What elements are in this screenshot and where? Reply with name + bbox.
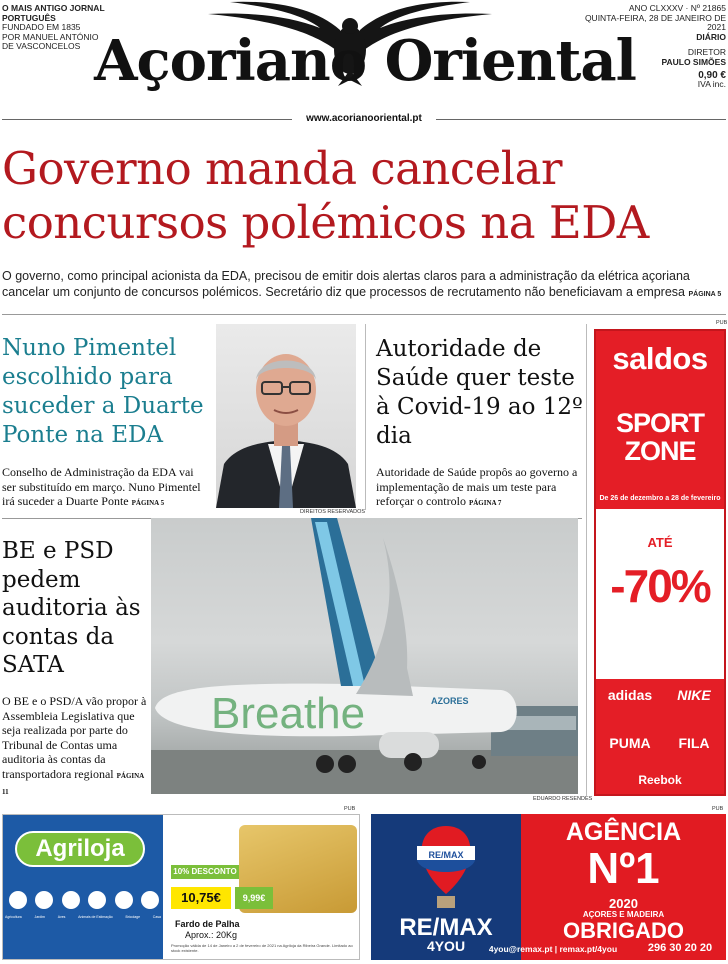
issue-date: QUINTA-FEIRA, 28 DE JANEIRO DE 2021 [584, 12, 726, 33]
sportzone-discount: -70% [610, 560, 710, 612]
masthead-founder-1: POR MANUEL ANTÓNIO [2, 31, 99, 42]
garden-icon [35, 891, 53, 909]
sportzone-saldos: saldos [612, 341, 708, 376]
sportzone-pub-label: PUB [716, 320, 728, 326]
issue-number: ANO CLXXXV · Nº 21865 [628, 3, 726, 13]
director-name: PAULO SIMÕES [661, 56, 726, 67]
airplane-photo [151, 518, 578, 794]
portrait-photo [216, 324, 356, 508]
story-sata-page-ref: PÁGINA 11 [2, 771, 144, 796]
remax-brand-sub: 4YOU [426, 938, 466, 954]
remax-agency-label: AGÊNCIA [565, 818, 682, 846]
brand-fila: FILA [678, 735, 710, 751]
story-eda-title: Nuno Pimentel escolhido para suceder a Duarte Ponte na EDA [2, 335, 204, 448]
main-headline [2, 142, 726, 250]
main-page-ref: PÁGINA 5 [688, 291, 722, 298]
agriloja-category-icons [9, 891, 159, 909]
agriloja-fineprint: Promoção válida de 14 de Janeiro a 2 de fevereiro de 2021 na Agriloja da Ribeira Grande. Limitado ao stock existente. [171, 943, 353, 953]
vat-note: IVA inc. [697, 79, 726, 90]
sportzone-brand-line2: ZONE [624, 436, 696, 466]
airplane-photo-credit: EDUARDO RESENDES [533, 796, 593, 802]
plane-brand-text: AZORES [431, 696, 469, 706]
airplane-illustration-icon [151, 518, 578, 794]
agriculture-icon [9, 891, 27, 909]
category-animais: Animais de Estimação [78, 915, 113, 919]
story-covid-body [376, 465, 586, 511]
agriloja-product: Fardo de Palha [175, 919, 240, 929]
remax-agency-rank: Nº1 [587, 844, 660, 893]
remax-contact[interactable]: 4you@remax.pt | remax.pt/4you [488, 944, 618, 954]
category-aves: Aves [57, 915, 66, 919]
remax-brand: RE/MAX [399, 914, 493, 941]
poultry-icon [62, 891, 80, 909]
brand-reebok: Reebok [638, 773, 682, 787]
brand-puma: PUMA [609, 735, 651, 751]
remax-balloon-text: RE/MAX [428, 850, 464, 860]
issue-frequency: DIÁRIO [696, 31, 726, 42]
portrait-illustration-icon [216, 324, 356, 508]
masthead-founder-2: DE VASCONCELOS [2, 41, 81, 52]
main-lead-text: O governo, como principal acionista da EDA, precisou de emitir dois alertas claros para a administração da elétrica açoriana cancelar um conjunto de concursos polémicos. Secretário diz que processos de recrutamento não beneficiavam a empresa [2, 269, 690, 299]
brand-adidas: adidas [607, 687, 653, 703]
home-icon [141, 891, 159, 909]
section-divider [2, 314, 726, 315]
cover-price: 0,90 € [698, 69, 726, 81]
agriloja-logo: Agriloja [15, 831, 145, 867]
sportzone-ad[interactable] [594, 329, 726, 796]
agriloja-pub-label: PUB [344, 806, 356, 812]
main-headline-line2: concursos polémicos na EDA [2, 196, 649, 249]
category-agricultura: Agricultura [5, 915, 22, 919]
story-sata-title: BE e PSD pedem auditoria às contas da SATA [2, 538, 141, 678]
agriloja-category-labels [5, 915, 161, 919]
tools-icon [115, 891, 133, 909]
remax-pub-label: PUB [712, 806, 724, 812]
sportzone-discount-prefix: ATÉ [647, 535, 673, 550]
agriloja-price: 10,75€ [171, 887, 231, 909]
masthead-founded: FUNDADO EM 1835 [2, 22, 81, 33]
main-headline-line1: Governo manda cancelar [2, 142, 562, 195]
category-jardim: Jardim [34, 915, 45, 919]
remax-region: AÇORES E MADEIRA [582, 910, 665, 919]
agriloja-discount-badge: 10% DESCONTO [171, 865, 239, 879]
director-label: DIRETOR [687, 47, 726, 58]
agriloja-card-price: 9,99€ [235, 887, 273, 909]
remax-thanks: OBRIGADO [563, 918, 684, 943]
column-divider [365, 324, 366, 510]
story-covid-page-ref: PÁGINA 7 [468, 499, 502, 507]
newspaper-title: Açoriano Oriental [94, 28, 636, 94]
portrait-credit: DIREITOS RESERVADOS [300, 509, 366, 515]
remax-phone[interactable]: 296 30 20 20 [647, 942, 713, 954]
ad-column-divider [586, 324, 587, 796]
masthead-tagline: O MAIS ANTIGO JORNAL PORTUGUÊS [2, 3, 105, 23]
story-eda-page-ref: PÁGINA 5 [131, 499, 165, 507]
category-casa: Casa [152, 915, 161, 919]
sportzone-dates: De 26 de dezembro a 28 de fevereiro [599, 495, 721, 502]
masthead-issue-info [576, 4, 726, 90]
pet-icon [88, 891, 106, 909]
category-bricolage: Bricolage [125, 915, 141, 919]
plane-livery-text: Breathe [211, 689, 366, 738]
agriloja-weight: Aprox.: 20Kg [185, 930, 238, 940]
story-covid-text: Autoridade de Saúde propôs ao governo a implementação de mais um teste para reforçar o controlo [376, 465, 578, 508]
remax-balloon-icon [411, 824, 481, 910]
story-eda-text: Conselho de Administração da EDA vai ser substituído em março. Nuno Pimentel irá suceder a Duarte Ponte [2, 465, 201, 508]
story-sata-text: O BE e o PSD/A vão propor à Assembleia Legislativa que seja realizada por parte do Tribunal de Contas uma auditoria às contas da transportadora regional [2, 694, 147, 781]
story-covid-title: Autoridade de Saúde quer teste à Covid-19 ao 12º dia [376, 336, 583, 449]
agriloja-ad[interactable] [2, 814, 360, 960]
website-link[interactable]: www.acorianooriental.pt [306, 113, 422, 124]
sportzone-brand-line1: SPORT [615, 408, 704, 438]
main-lead [2, 268, 726, 303]
brand-nike: NIKE [677, 687, 711, 703]
remax-ad[interactable] [371, 814, 726, 960]
story-eda-body [2, 465, 207, 511]
story-sata-body [2, 694, 147, 800]
remax-year: 2020 [609, 896, 638, 911]
